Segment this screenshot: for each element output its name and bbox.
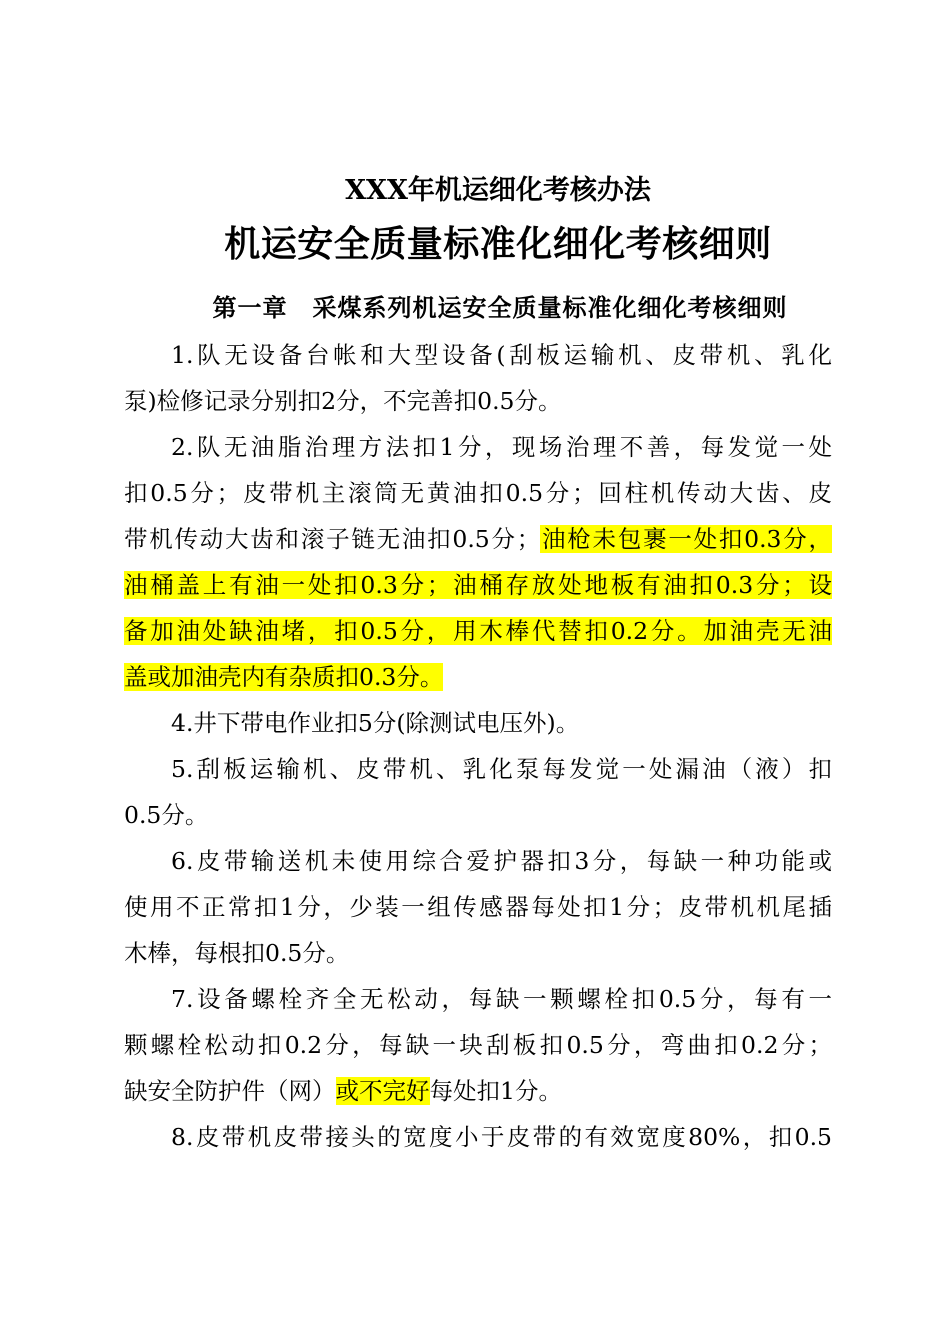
text-segment: 7.设备螺栓齐全无松动，每缺一颗螺栓扣0.5分，每有一 [171,985,832,1013]
text-line [124,424,832,470]
text-line [124,378,832,424]
text-segment: 泵)检修记录分别扣2分，不完善扣0.5分。 [124,387,562,415]
text-segment: 缺安全防护件（网） [124,1077,336,1105]
text-segment: 1.队无设备台帐和大型设备(刮板运输机、皮带机、乳化 [171,341,832,369]
text-line [124,746,832,792]
text-line [124,1022,832,1068]
text-line [124,654,832,700]
highlighted-text: 盖或加油壳内有杂质扣0.3分。 [124,663,444,691]
text-segment: 每处扣1分。 [429,1077,562,1105]
document-subtitle: 机运安全质量标准化细化考核细则 [224,223,772,265]
text-line [124,792,832,838]
text-line [124,930,832,976]
text-line [124,884,832,930]
text-line [124,700,832,746]
text-line [124,1114,832,1160]
highlighted-text: 油桶盖上有油一处扣0.3分；油桶存放处地板有油扣0.3分；设 [124,571,832,599]
highlighted-text: 或不完好 [335,1077,430,1105]
text-line [124,1068,832,1114]
document-body [124,332,832,1160]
document-title: XXX年机运细化考核办法 [345,175,651,206]
text-segment: 带机传动大齿和滚子链无油扣0.5分； [124,525,541,553]
text-segment: 木棒，每根扣0.5分。 [124,939,350,967]
text-line [124,332,832,378]
text-line [124,976,832,1022]
text-line [124,516,832,562]
text-segment: 颗螺栓松动扣0.2分，每缺一块刮板扣0.5分，弯曲扣0.2分； [124,1031,832,1059]
text-segment: 8.皮带机皮带接头的宽度小于皮带的有效宽度80%，扣0.5 [171,1123,832,1151]
text-segment: 5.刮板运输机、皮带机、乳化泵每发觉一处漏油（液）扣 [171,755,832,783]
highlighted-text: 油枪未包裹一处扣0.3分， [540,525,832,553]
text-segment: 6.皮带输送机未使用综合爱护器扣3分，每缺一种功能或 [171,847,832,875]
text-segment: 2.队无油脂治理方法扣1分，现场治理不善，每发觉一处 [171,433,832,461]
chapter-heading: 第一章 采煤系列机运安全质量标准化细化考核细则 [212,293,788,322]
text-line [124,470,832,516]
text-segment: 扣0.5分；皮带机主滚筒无黄油扣0.5分；回柱机传动大齿、皮 [124,479,832,507]
text-line [124,562,832,608]
text-segment: 使用不正常扣1分，少装一组传感器每处扣1分；皮带机机尾插 [124,893,832,921]
text-segment: 0.5分。 [124,801,209,829]
text-segment: 4.井下带电作业扣5分(除测试电压外)。 [171,709,580,737]
text-line [124,838,832,884]
highlighted-text: 备加油处缺油堵，扣0.5分，用木棒代替扣0.2分。加油壳无油 [124,617,832,645]
text-line [124,608,832,654]
